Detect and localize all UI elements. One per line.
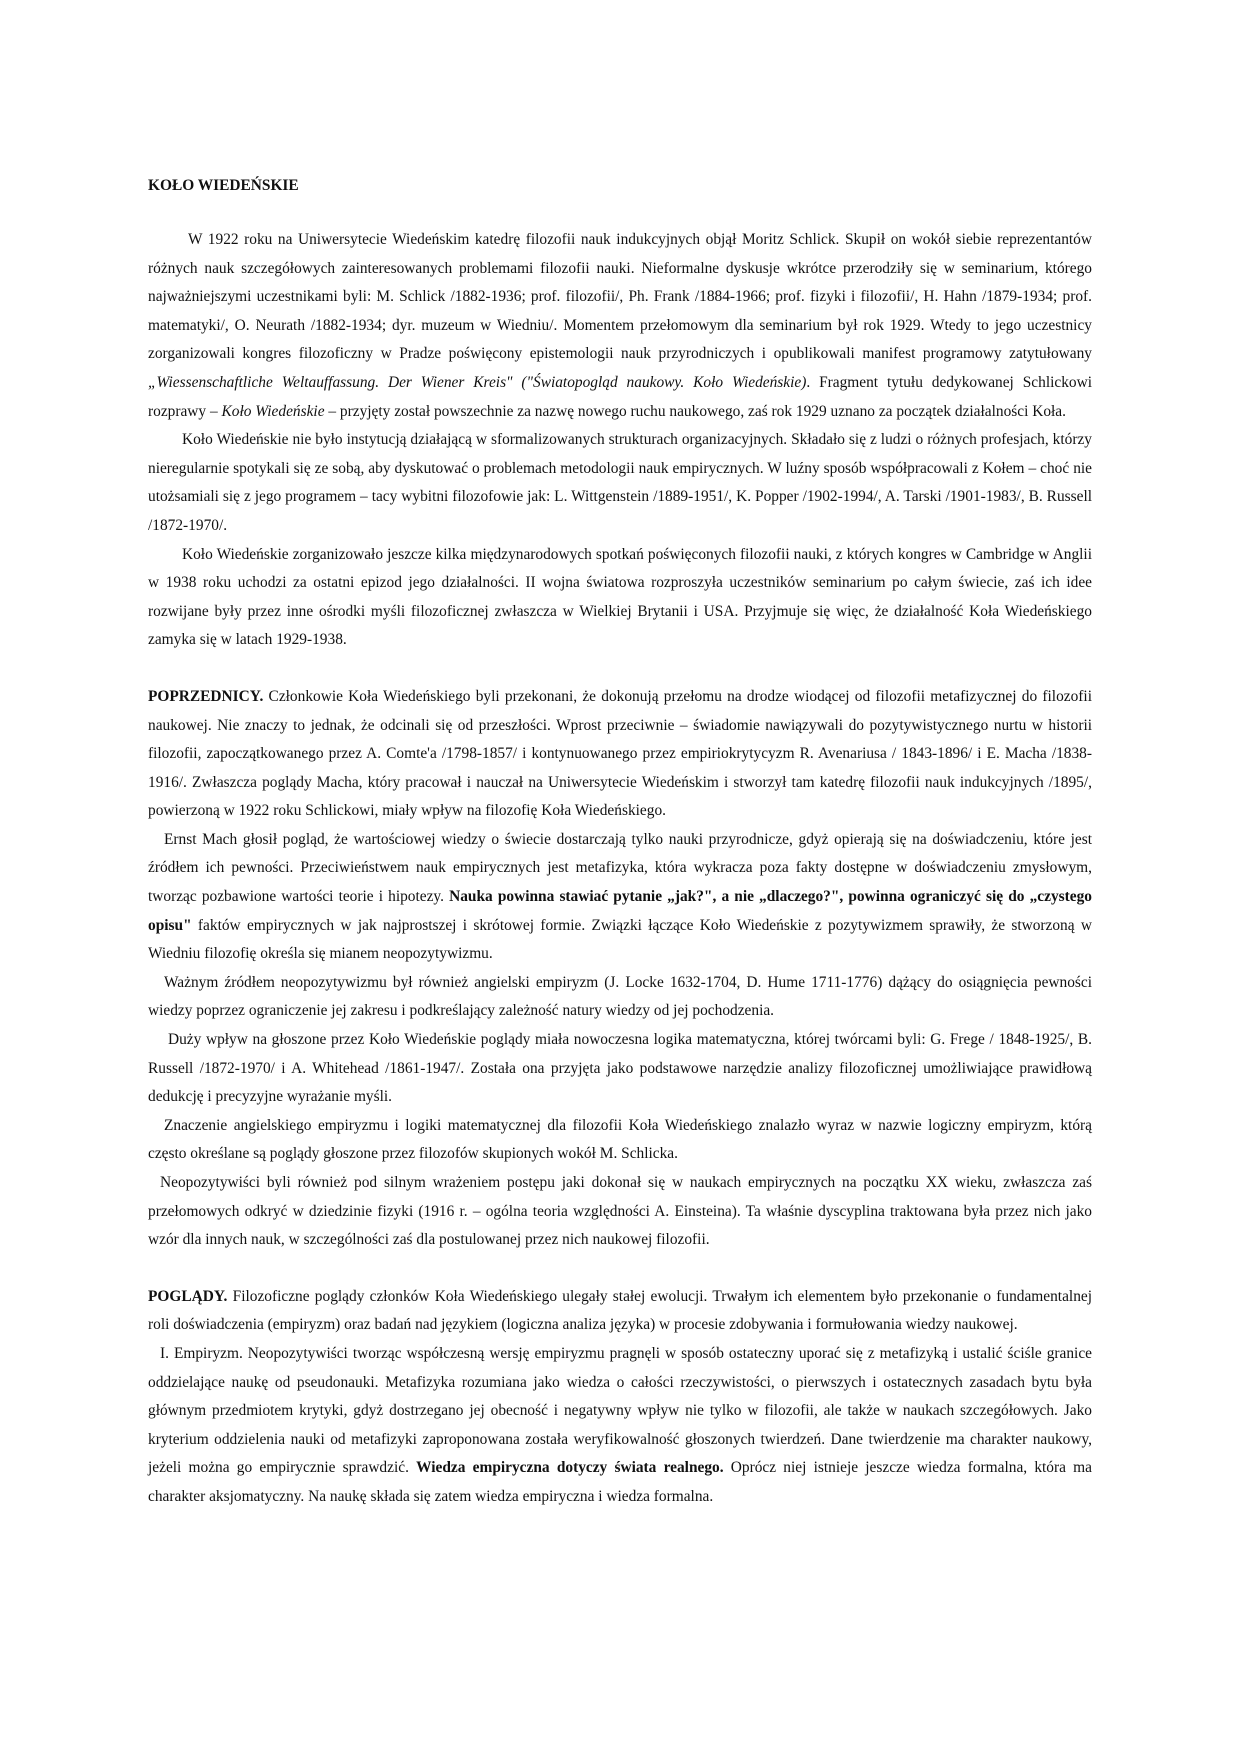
spacer: [148, 655, 1092, 683]
views-text: Filozoficzne poglądy członków Koła Wiedeńskiego ulegały stałej ewolucji. Trwałym ich elementem było przekonanie o fundamentalnej roli doświadczenia (empiryzm) oraz badań nad językiem (logiczna analiza języka) w procesie zdobywania i formułowania wiedzy naukowej.: [148, 1287, 1092, 1334]
predecessors-paragraph-4: Duży wpływ na głoszone przez Koło Wiedeńskie poglądy miała nowoczesna logika matematyczna, której twórcami byli: G. Frege / 1848-1925/, B. Russell /1872-1970/ i A. Whitehead /1861-1947/. Została ona przyjęta jako podstawowe narzędzie analizy filozoficznej umożliwiające prawidłową dedukcję i precyzyjne wyrażanie myśli.: [148, 1031, 1092, 1106]
views-text: Oprócz niej istnieje jeszcze wiedza formalna, która ma charakter aksjomatyczny. Na naukę składa się zatem wiedza empiryczna i wiedza formalna.: [148, 1459, 1092, 1505]
intro-paragraph-2: Koło Wiedeńskie nie było instytucją działającą w sformalizowanych strukturach organizacyjnych. Składało się z ludzi o różnych profesjach, którzy nieregularnie spotykali się ze sobą, aby dyskutować o problemach metodologii nauk empirycznych. W luźny sposób współpracowali z Kołem – choć nie utożsamiali się z jego programem – tacy wybitni filozofowie jak: L. Wittgenstein /1889-1951/, K. Popper /1902-1994/, A. Tarski /1901-1983/, B. Russell /1872-1970/.: [148, 431, 1092, 534]
emphasis-text: Wiedza empiryczna dotyczy świata realnego.: [416, 1459, 724, 1477]
section-heading-views: POGLĄDY.: [148, 1287, 228, 1305]
predecessors-paragraph-3: Ważnym źródłem neopozytywizmu był również angielski empiryzm (J. Locke 1632-1704, D. Hume 1711-1776) dążący do osiągnięcia pewności wiedzy poprzez ograniczenie jej zakresu i podkreślający zależność natury wiedzy od jej pochodzenia.: [148, 973, 1092, 1020]
document-title: KOŁO WIEDEŃSKIE: [148, 177, 299, 194]
predecessors-paragraph-1: [148, 683, 1092, 826]
intro-paragraph-3: Koło Wiedeńskie zorganizowało jeszcze kilka międzynarodowych spotkań poświęconych filozofii nauki, z których kongres w Cambridge w Anglii w 1938 roku uchodzi za ostatni epizod jego działalności. II wojna światowa rozproszyła uczestników seminarium po całym świecie, zaś ich idee rozwijane były przez inne ośrodki myśli filozoficznej zwłaszcza w Wielkiej Brytanii i USA. Przyjmuje się więc, że działalność Koła Wiedeńskiego zamyka się w latach 1929-1938.: [148, 545, 1092, 649]
predecessors-text: faktów empirycznych w jak najprostszej i skrótowej formie. Związki łączące Koło Wiedeńskie z pozytywizmem sprawiły, że stworzoną w Wiedniu filozofię określa się mianem neopozytywizmu.: [148, 916, 1092, 963]
intro-text: . Fragment tytułu dedykowanej Schlickowi rozprawy –: [148, 373, 1092, 420]
predecessors-text: Ernst Mach głosił pogląd, że wartościowej wiedzy o świecie dostarczają tylko nauki przyrodnicze, gdyż opierają się na doświadczeniu, które jest źródłem ich pewności. Przeciwieństwem nauk empirycznych jest metafizyka, która wykracza poza fakty dostępne w doświadczeniu zmysłowym, tworząc pozbawione wartości teorie i hipotezy.: [148, 830, 1092, 906]
spacer: [148, 1255, 1092, 1283]
section-heading-predecessors: POPRZEDNICY.: [148, 687, 264, 705]
views-paragraph-2: [148, 1340, 1092, 1512]
predecessors-paragraph-5: Znaczenie angielskiego empiryzmu i logiki matematycznej dla filozofii Koła Wiedeńskiego znalazło wyraz w nazwie logiczny empiryzm, którą często określane są poglądy głoszone przez filozofów skupionych wokół M. Schlicka.: [148, 1116, 1092, 1163]
circle-name: Koło Wiedeńskie: [221, 402, 325, 420]
emphasis-text: Nauka powinna stawiać pytanie „jak?", a nie „dlaczego?", powinna ograniczyć się do „czystego opisu": [148, 888, 1093, 934]
predecessors-paragraph-6: Neopozytywiści byli również pod silnym wrażeniem postępu jaki dokonał się w naukach empirycznych na początku XX wieku, zwłaszcza zaś przełomowych odkryć w dziedzinie fizyki (1916 r. – ogólna teoria względności A. Einsteina). Ta właśnie dyscyplina traktowana była przez nich jako wzór dla innych nauk, w szczególności zaś dla postulowanej przez nich naukowej filozofii.: [148, 1174, 1092, 1249]
predecessors-text: Członkowie Koła Wiedeńskiego byli przekonani, że dokonują przełomu na drodze wiodącej od filozofii metafizycznej do filozofii naukowej. Nie znaczy to jednak, że odcinali się od przeszłości. Wprost przeciwnie – świadomie nawiązywali do pozytywistycznego nurtu w historii filozofii, zapoczątkowanego przez A. Comte'a /1798-1857/ i kontynuowanego przez empiriokrytycyzm R. Avenariusa / 1843-1896/ i E. Macha /1838-1916/. Zwłaszcza poglądy Macha, który pracował i nauczał na Uniwersytecie Wiedeńskim i stworzył tam katedrę filozofii nauk indukcyjnych /1895/, powierzoną w 1922 roku Schlickowi, miały wpływ na filozofię Koła Wiedeńskiego.: [148, 687, 1092, 820]
intro-paragraph-1: [148, 226, 1092, 426]
spacer: [148, 200, 1092, 226]
views-text: I. Empiryzm. Neopozytywiści tworząc współczesną wersję empiryzmu pragnęli w sposób ostateczny uporać się z metafizyką i ustalić ściśle granice oddzielające naukę od pseudonauki. Metafizyka rozumiana jako wiedza o całości rzeczywistości, o pierwszych i ostatecznych zasadach bytu była głównym przedmiotem krytyki, gdyż dostrzegano jej obecność i negatywny wpływ nie tylko w filozofii, ale także w naukach szczegółowych. Jako kryterium oddzielenia nauki od metafizyki zaproponowana została weryfikowalność głoszonych twierdzeń. Dane twierdzenie ma charakter naukowy, jeżeli można go empirycznie sprawdzić.: [148, 1344, 1092, 1477]
document-page: [148, 160, 1092, 1512]
intro-text: – przyjęty został powszechnie za nazwę nowego ruchu naukowego, zaś rok 1929 uznano za początek działalności Koła.: [324, 402, 1066, 420]
predecessors-paragraph-2: [148, 826, 1092, 969]
views-paragraph-1: [148, 1283, 1092, 1340]
intro-text: W 1922 roku na Uniwersytecie Wiedeńskim katedrę filozofii nauk indukcyjnych objął Moritz Schlick. Skupił on wokół siebie reprezentantów różnych nauk szczegółowych zainteresowanych problemami filozofii nauki. Nieformalne dyskusje wkrótce przerodziły się w seminarium, którego najważniejszymi uczestnikami byli: M. Schlick /1882-1936; prof. filozofii/, Ph. Frank /1884-1966; prof. fizyki i filozofii/, H. Hahn /1879-1934; prof. matematyki/, O. Neurath /1882-1934; dyr. muzeum w Wiedniu/. Momentem przełomowym dla seminarium był rok 1929. Wtedy to jego uczestnicy zorganizowali kongres filozoficzny w Pradze poświęcony epistemologii nauk przyrodniczych i opublikowali manifest programowy zatytułowany: [148, 231, 1092, 363]
manifest-title: „Wiessenschaftliche Weltauffassung. Der Wiener Kreis" ("Światopogląd naukowy. Koło Wiedeńskie): [148, 373, 807, 391]
